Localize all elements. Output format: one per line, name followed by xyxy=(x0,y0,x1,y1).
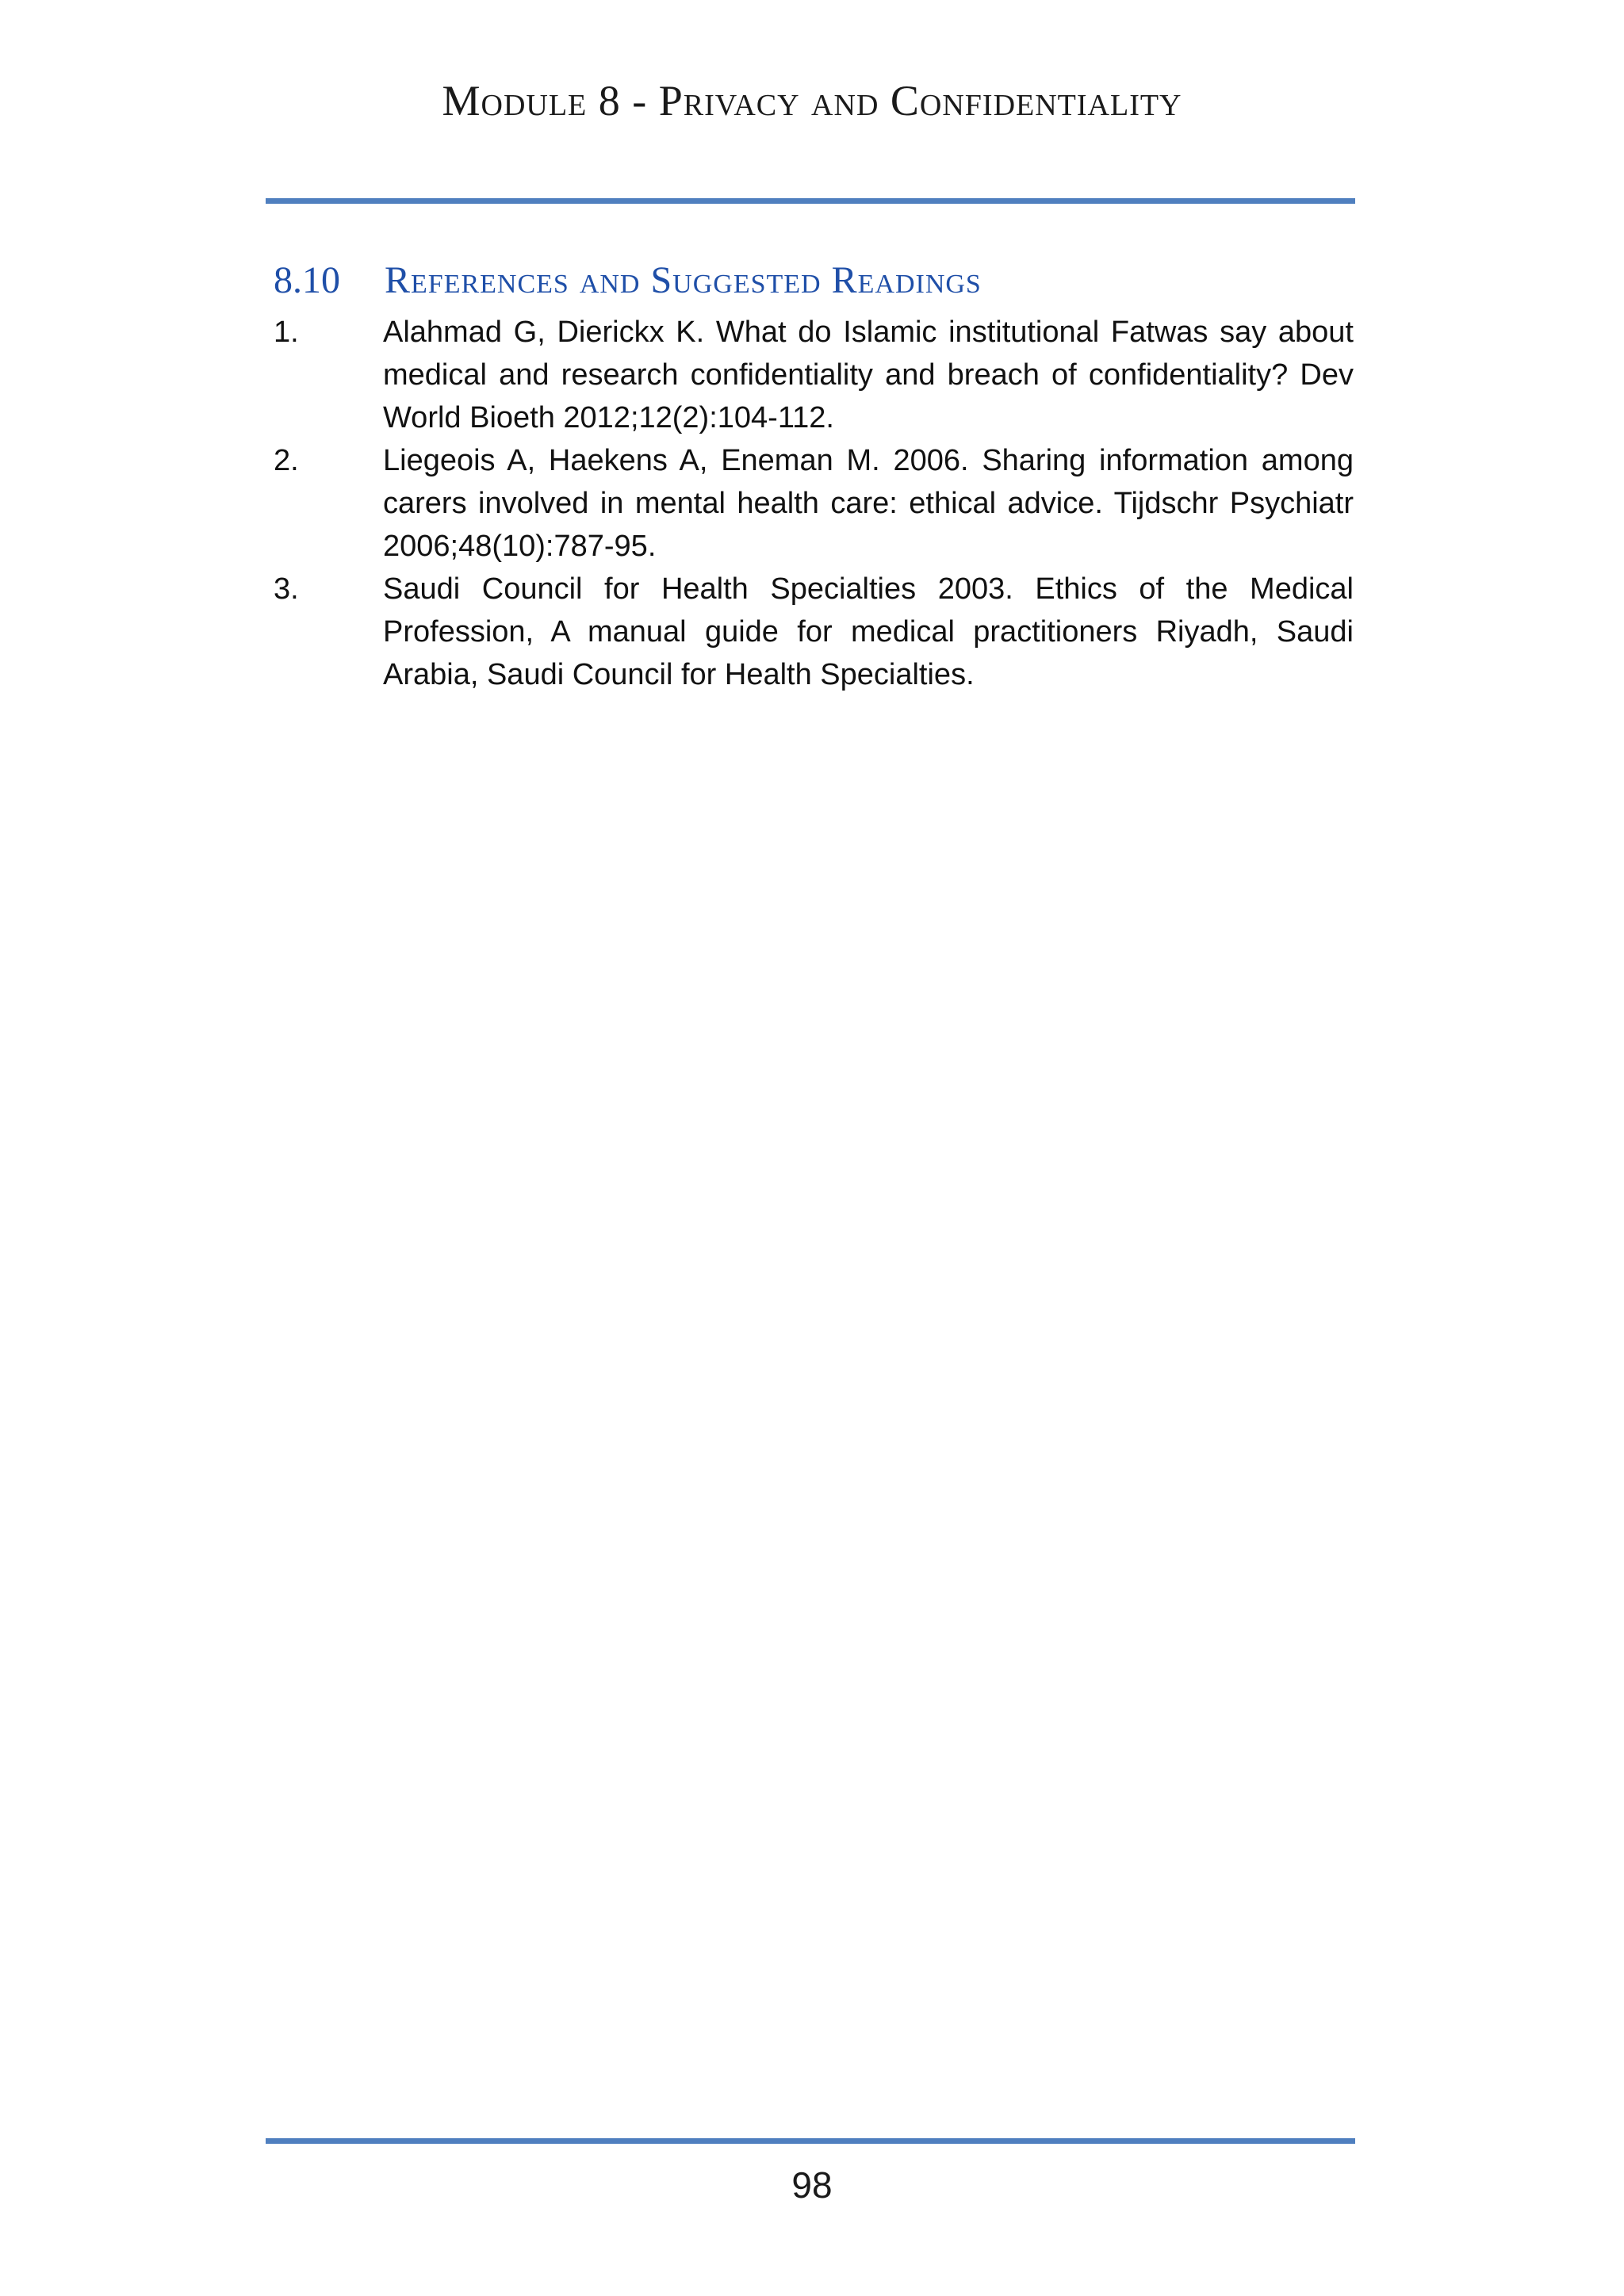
reference-number: 2. xyxy=(274,444,299,477)
page-number: 98 xyxy=(791,2164,833,2206)
reference-text: Alahmad G, Dierickx K. What do Islamic institutional Fatwas say about medical and research confidentiality and breach of confidentiality? Dev World Bioeth 2012;12(2):104-112. xyxy=(383,316,1354,434)
header-divider xyxy=(266,198,1355,204)
reference-text: Liegeois A, Haekens A, Eneman M. 2006. Sharing information among carers involved in mental health care: ethical advice. Tijdschr Psychiatr 2006;48(10):787-95. xyxy=(383,444,1354,563)
page-header-title: Module 8 - Privacy and Confidentiality xyxy=(442,77,1182,124)
section-heading xyxy=(274,259,982,301)
footer-divider xyxy=(266,2138,1355,2144)
reference-number: 3. xyxy=(274,572,299,606)
reference-item xyxy=(274,439,1354,568)
section-title: References and Suggested Readings xyxy=(385,259,982,301)
reference-number: 1. xyxy=(274,316,299,349)
reference-item xyxy=(274,568,1354,696)
reference-text: Saudi Council for Health Specialties 2003. Ethics of the Medical Profession, A manual guide for medical practitioners Riyadh, Saudi Arabia, Saudi Council for Health Specialties. xyxy=(383,572,1354,691)
reference-item xyxy=(274,311,1354,439)
section-number: 8.10 xyxy=(274,259,340,301)
reference-list xyxy=(274,311,1354,696)
